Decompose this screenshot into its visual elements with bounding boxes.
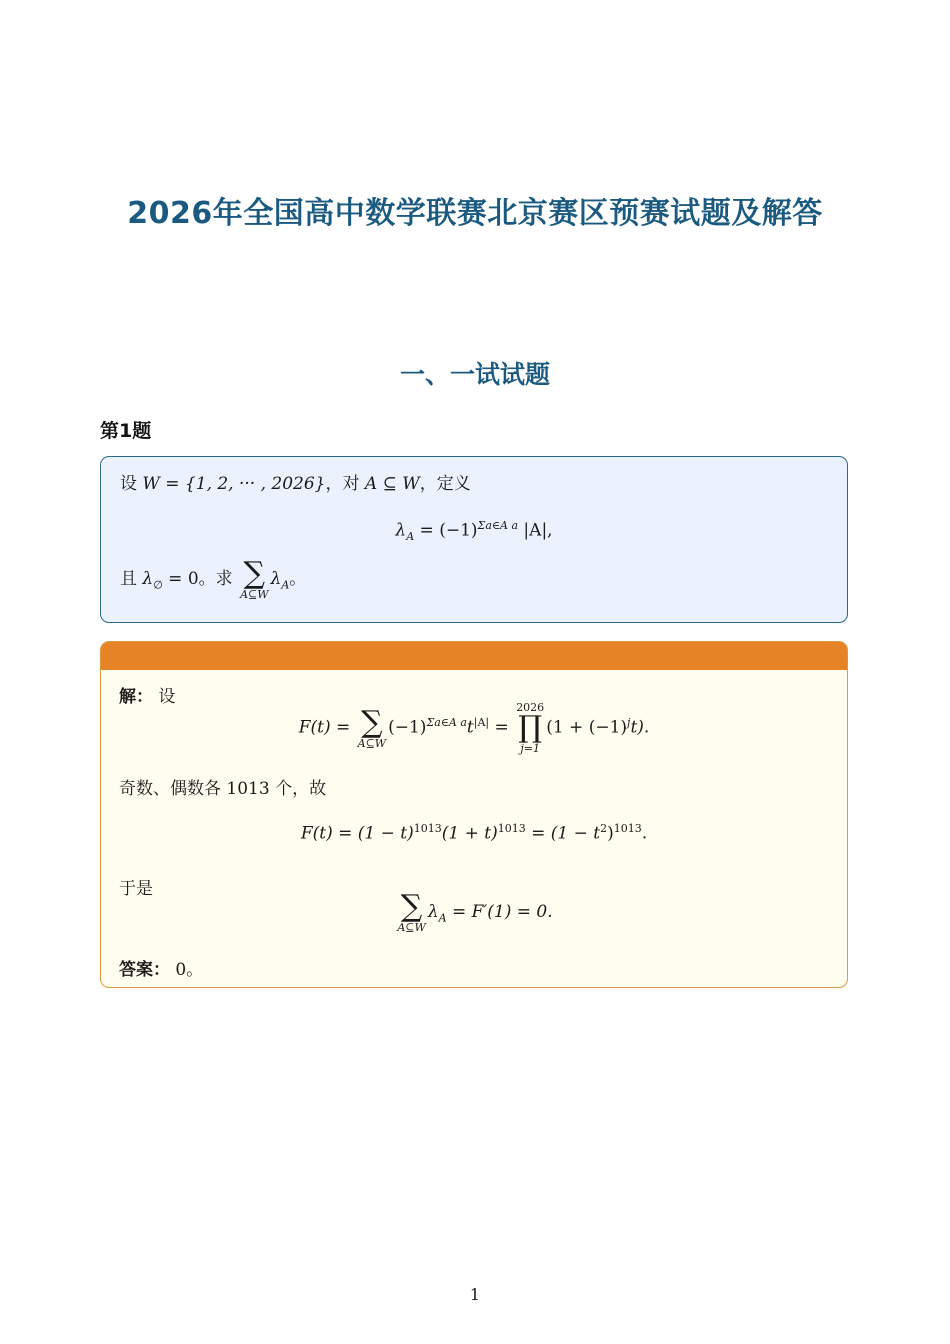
solution-header-bar bbox=[101, 642, 847, 670]
generating-function-formula bbox=[101, 702, 847, 754]
term: . bbox=[641, 823, 648, 844]
lambda-subscript: A bbox=[438, 911, 447, 925]
answer-line bbox=[119, 955, 203, 980]
equals: = bbox=[489, 717, 515, 738]
parity-line: 奇数、偶数各 1013 个，故 bbox=[119, 779, 327, 799]
term: (−1) bbox=[388, 717, 427, 738]
term: = (1 − t bbox=[525, 823, 601, 844]
solution-label: 解： bbox=[119, 687, 153, 707]
exponent: 1013 bbox=[413, 822, 442, 835]
answer-value: 0。 bbox=[175, 960, 204, 980]
prod-symbol: ∏ bbox=[518, 710, 543, 745]
math-set: W = {1, 2, ··· , 2026} bbox=[142, 474, 326, 494]
empty-set-subscript: ∅ bbox=[153, 578, 163, 592]
page-number: 1 bbox=[469, 1285, 481, 1304]
lambda-subscript: A bbox=[281, 578, 290, 592]
text: 且 bbox=[120, 569, 143, 589]
text: 。求 bbox=[198, 569, 239, 589]
document-title: 2026年全国高中数学联赛北京赛区预赛试题及解答 bbox=[127, 196, 823, 231]
rhs: = F′(1) = 0. bbox=[446, 902, 553, 922]
sum-symbol: ∑ bbox=[361, 704, 383, 740]
term: t bbox=[466, 717, 474, 738]
question-label: 第1题 bbox=[100, 420, 152, 442]
problem-line-3 bbox=[120, 556, 307, 601]
summation bbox=[240, 556, 269, 601]
problem-line-1 bbox=[120, 469, 471, 494]
term: (1 + (−1) bbox=[546, 717, 628, 738]
lambda-symbol: λ bbox=[270, 569, 282, 589]
therefore-line: 于是 bbox=[119, 879, 153, 899]
term: t). bbox=[630, 717, 650, 738]
exponent: 1013 bbox=[497, 822, 526, 835]
problem-box bbox=[100, 456, 848, 623]
factored-formula bbox=[101, 822, 847, 844]
prod-subscript: j=1 bbox=[520, 742, 540, 755]
text: 设 bbox=[120, 474, 143, 494]
text: = 0 bbox=[162, 569, 199, 589]
lambda-subscript: A bbox=[406, 530, 415, 544]
text: ，定义 bbox=[419, 474, 471, 494]
text: 设 bbox=[158, 687, 176, 707]
term: F(t) = (1 − t) bbox=[300, 823, 414, 844]
rhs-end: |A|, bbox=[518, 520, 553, 541]
summation bbox=[397, 889, 426, 934]
definition-formula bbox=[101, 519, 847, 543]
math-relation: A ⊆ W bbox=[364, 474, 420, 494]
exponent: |A| bbox=[473, 715, 490, 729]
answer-label: 答案： bbox=[119, 960, 170, 980]
solution-box bbox=[100, 641, 848, 988]
lambda-symbol: λ bbox=[142, 569, 154, 589]
sum-subscript: A⊆W bbox=[240, 588, 269, 601]
prod-superscript: 2026 bbox=[516, 701, 545, 714]
f-lhs: F(t) = bbox=[298, 717, 356, 738]
sum-symbol: ∑ bbox=[243, 556, 265, 591]
exponent: 1013 bbox=[613, 822, 642, 835]
text: ，对 bbox=[325, 474, 365, 494]
lambda-symbol: λ bbox=[427, 902, 439, 922]
summation bbox=[357, 704, 387, 750]
exponent: Σa∈A a bbox=[426, 715, 467, 729]
lambda-symbol: λ bbox=[395, 520, 407, 541]
exponent: 2 bbox=[600, 822, 608, 835]
exponent: Σa∈A a bbox=[477, 519, 519, 532]
exponent: j bbox=[627, 715, 631, 729]
rhs: = (−1) bbox=[414, 520, 478, 541]
sum-subscript: A⊆W bbox=[357, 736, 387, 750]
term: (1 + t) bbox=[441, 823, 498, 844]
sum-symbol: ∑ bbox=[400, 889, 423, 924]
section-heading: 一、一试试题 bbox=[399, 360, 550, 389]
sum-subscript: A⊆W bbox=[397, 921, 426, 934]
term: ) bbox=[607, 823, 614, 844]
product bbox=[516, 702, 544, 754]
text: 。 bbox=[289, 569, 307, 589]
